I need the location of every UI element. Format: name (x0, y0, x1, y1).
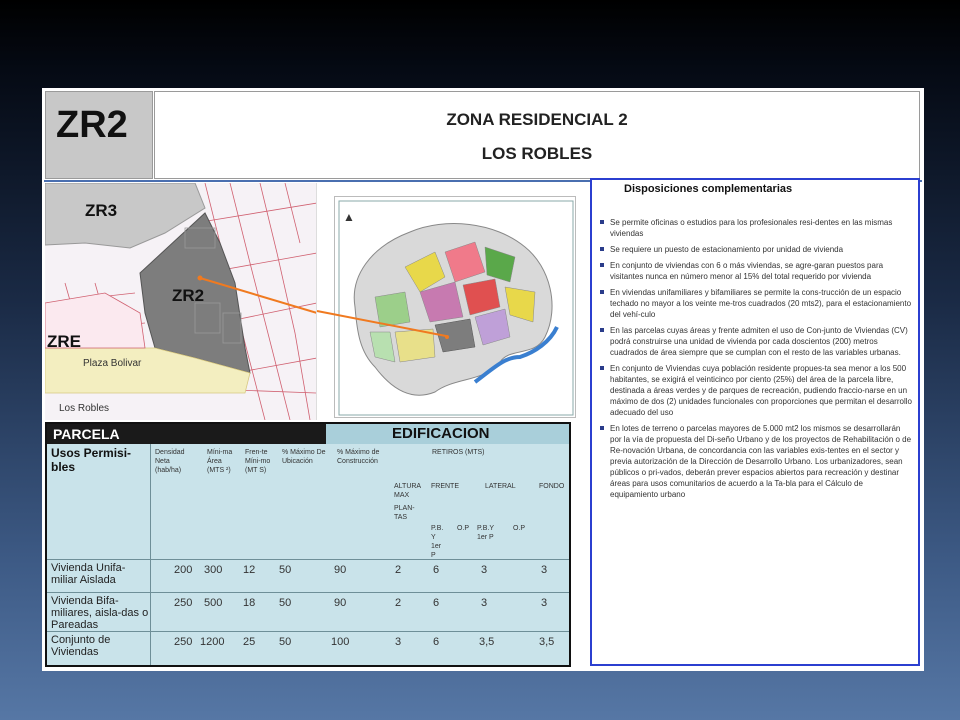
zoning-table (45, 422, 571, 667)
col-densidad: Densidad Neta (hab/ha) (155, 449, 185, 474)
col-ret-frente: FRENTE (431, 483, 459, 490)
slide-panel (42, 88, 924, 671)
rules-list (598, 217, 912, 500)
label-robles: Los Robles (59, 403, 110, 414)
row-3-construccion: 100 (331, 636, 350, 648)
row-3-frente: 25 (243, 636, 256, 648)
row-1-ubicacion: 50 (279, 564, 292, 576)
row-1-uso: Vivienda Unifa-miliar Aislada (51, 562, 126, 586)
row-3-ret-frente: 6 (433, 636, 440, 648)
rule-item: Se requiere un puesto de estacionamiento por unidad de vivienda (598, 244, 912, 255)
label-plaza: Plaza Bolivar (83, 358, 142, 369)
rule-item: En lotes de terreno o parcelas mayores de 5.000 mt2 los mismos se desarrollarán por la vía de propuesta del Di-seño Urbano y de los proyectos de Rehabilitación o de Re-novación Urbana, de concordancia con las variables exis-tentes en el sector y previa autorización de la Dirección de Desarrollo Urbano. Los urbanizadores, sean públicos o pri-vados, deberán prever espacios abiertos para recreación y destinar áreas para usos comunitarios de acuerdo a la Ta-bla para el Cálculo de equipamiento urbano (598, 423, 912, 500)
rule-item: En viviendas unifamiliares y bifamiliares se permite la cons-trucción de un espacio techado no mayor a los veinte me-tros cuadrados (20 mts2), para el estacionamiento del vehí-culo (598, 287, 912, 320)
row-2-ret-lateral: 3 (481, 597, 488, 609)
rules-title: Disposiciones complementarias (624, 183, 793, 195)
row-separator (47, 592, 569, 593)
zone-subtitle: LOS ROBLES (481, 144, 593, 163)
col-area: Míni-ma Área (MTS ²) (207, 449, 233, 474)
row-3-ubicacion: 50 (279, 636, 292, 648)
label-zre: ZRE (47, 332, 81, 351)
row-2-ret-frente: 6 (433, 597, 440, 609)
row-2-uso: Vivienda Bifa-miliares, aisla-das o Pareadas (51, 595, 149, 631)
col-ret-fondo: FONDO (539, 483, 565, 490)
row-3-area: 1200 (200, 636, 225, 648)
label-zr3: ZR3 (85, 201, 118, 220)
row-1-ret-fondo: 3 (541, 564, 548, 576)
row-2-altura: 2 (395, 597, 402, 609)
row-1-ret-frente: 6 (433, 564, 440, 576)
col-sub1: P.B. Y 1er P (431, 525, 444, 559)
zone-title: ZONA RESIDENCIAL 2 (446, 110, 628, 129)
complementary-rules-panel (590, 178, 920, 666)
row-separator (47, 631, 569, 632)
rule-item: Se permite oficinas o estudios para los profesionales resi-dentes en las mismas viviendas (598, 217, 912, 239)
col-plantas: PLAN-TAS (394, 505, 415, 521)
row-2-construccion: 90 (334, 597, 347, 609)
col-frente: Fren-te Míni-mo (MT S) (245, 449, 271, 474)
col-sub3: P.B.Y 1er P (477, 525, 494, 541)
row-3-uso: Conjunto de Viviendas (51, 634, 111, 658)
row-3-ret-fondo: 3,5 (539, 636, 555, 648)
usos-header: Usos Permisi-bles (51, 446, 132, 474)
col-sub2: O.P (457, 525, 470, 532)
row-1-altura: 2 (395, 564, 402, 576)
row-1-construccion: 90 (334, 564, 347, 576)
col-retiros: RETIROS (MTS) (432, 449, 485, 456)
row-2-densidad: 250 (174, 597, 193, 609)
row-2-frente: 18 (243, 597, 256, 609)
table-header-edificacion: EDIFICACION (326, 424, 569, 444)
row-3-altura: 3 (395, 636, 402, 648)
row-2-ubicacion: 50 (279, 597, 292, 609)
rule-item: En conjunto de Viviendas cuya población residente propues-ta sea menor a los 500 habitantes, se exigirá el veinticinco por ciento (25%) del área de la parcela libre, destinada a áreas verdes y de parques de recreación, pudiendo fraccio-narse en un máximo de dos (2) unidades funcionales con proporciones que permitan el desarrollo adecuado del uso (598, 363, 912, 418)
zone-code: ZR2 (56, 104, 128, 146)
col-ubicacion: % Máximo De Ubicación (282, 449, 326, 465)
row-2-area: 500 (204, 597, 223, 609)
rule-item: En conjunto de viviendas con 6 o más viviendas, se agre-garan puestos para visitantes nunca en número menor al 15% del total requerido por vivienda (598, 260, 912, 282)
col-construccion: % Máximo de Construcción (337, 449, 380, 465)
pointer-arrow-right (317, 311, 446, 336)
table-header-parcela: PARCELA (47, 424, 326, 444)
rule-item: En las parcelas cuyas áreas y frente admiten el uso de Con-junto de Viviendas (CV) podrá construirse una unidad de vivienda por cada doscientos (200) metros cuadrados de área siempre que se cumplan con el resto de las variables urbanas. (598, 325, 912, 358)
label-zr2: ZR2 (172, 286, 205, 305)
row-1-densidad: 200 (174, 564, 193, 576)
row-3-ret-lateral: 3,5 (479, 636, 495, 648)
row-1-frente: 12 (243, 564, 256, 576)
north-arrow-icon: ▲ (343, 210, 355, 224)
col-sub4: O.P (513, 525, 526, 532)
row-1-area: 300 (204, 564, 223, 576)
col-altura: ALTURA MAX (394, 483, 421, 499)
row-2-ret-fondo: 3 (541, 597, 548, 609)
row-1-ret-lateral: 3 (481, 564, 488, 576)
col-ret-lateral: LATERAL (485, 483, 516, 490)
row-separator (47, 559, 569, 560)
row-3-densidad: 250 (174, 636, 193, 648)
